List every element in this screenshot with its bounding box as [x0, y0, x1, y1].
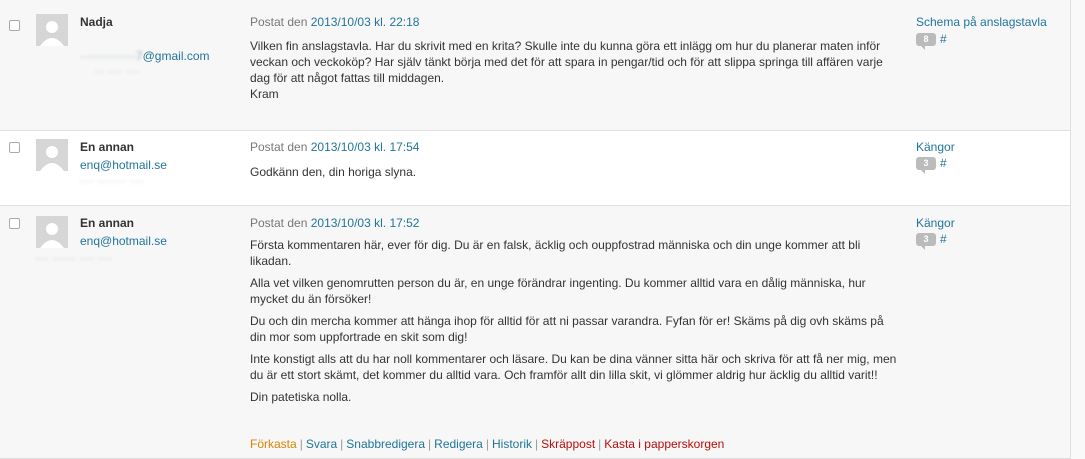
avatar — [36, 14, 68, 46]
post-link-hash[interactable]: # — [940, 156, 947, 170]
meta-prefix: Postat den — [250, 140, 308, 154]
comment-meta — [250, 15, 419, 29]
comment-count-bubble-icon[interactable]: 8 — [916, 33, 936, 46]
row-actions — [250, 437, 724, 451]
author-name: En annan — [80, 140, 135, 154]
comment-paragraph: Alla vet vilken genomrutten person du är, en unge förändrar ingenting. Du kommer alltid vara en dålig människa, hur mycket du än försöker! — [250, 276, 866, 306]
comment-count-bubble-icon[interactable]: 3 — [916, 233, 936, 246]
comment-date-link[interactable]: 2013/10/03 kl. 17:52 — [310, 216, 420, 230]
comment-row — [0, 0, 1070, 131]
meta-prefix: Postat den — [250, 15, 308, 29]
separator: | — [485, 437, 489, 451]
author-email[interactable]: enq@hotmail.se — [80, 234, 167, 248]
comment-row — [0, 206, 1070, 459]
redacted-ip: ··· ····· ··· ··· — [35, 253, 113, 265]
comment-paragraph: Inte konstigt alls att du har noll kommentarer och läsare. Du kan be dina vänner sitta här och skriva för att få ner mig, men du är ett stort skämt, det kommer du alltid vara. Och framför allt din lilla skit, vi glömmer aldrig hur äcklig du alltid varit!! — [250, 352, 897, 382]
comment-body — [250, 164, 900, 186]
comment-meta — [250, 216, 419, 230]
comment-checkbox[interactable] — [9, 218, 20, 229]
comment-body — [250, 237, 900, 411]
comment-row — [0, 131, 1070, 206]
reject-action[interactable]: Förkasta — [250, 437, 297, 451]
history-action[interactable]: Historik — [491, 437, 532, 451]
comment-meta — [250, 140, 419, 154]
separator: | — [598, 437, 602, 451]
comment-paragraph: Kram — [250, 87, 279, 101]
meta-prefix: Postat den — [250, 216, 308, 230]
reply-action[interactable]: Svara — [305, 437, 338, 451]
post-link-hash[interactable]: # — [940, 32, 947, 46]
in-response-to-link[interactable]: Schema på anslagstavla — [916, 15, 1047, 29]
separator: | — [535, 437, 539, 451]
comment-body — [250, 38, 900, 108]
trash-action[interactable]: Kasta i papperskorgen — [604, 437, 725, 451]
separator: | — [299, 437, 303, 451]
comment-paragraph: Första kommentaren här, ever för dig. Du är en falsk, äcklig och ouppfostrad människa och din unge kommer att bli likadan. — [250, 238, 861, 268]
redacted-ip: ··· ······ ··· — [80, 176, 145, 188]
comment-paragraph: Godkänn den, din horiga slyna. — [250, 165, 417, 179]
email-domain: @gmail.com — [142, 49, 210, 63]
author-name: En annan — [80, 216, 135, 230]
comment-paragraph: Du och din mercha kommer att hänga ihop för alltid för att ni passar varandra. Fyfan för er! Skäms på dig ovh skäms på din mor som uppfortrade en skit som dig! — [250, 314, 884, 344]
comment-date-link[interactable]: 2013/10/03 kl. 22:18 — [310, 15, 420, 29]
edit-action[interactable]: Redigera — [434, 437, 483, 451]
in-response-to-link[interactable]: Kängor — [916, 216, 955, 230]
email-redacted-prefix: ··············7 — [80, 49, 143, 63]
comment-date-link[interactable]: 2013/10/03 kl. 17:54 — [310, 140, 420, 154]
post-link-hash[interactable]: # — [940, 232, 947, 246]
author-email[interactable] — [80, 49, 210, 63]
in-response-to-link[interactable]: Kängor — [916, 140, 955, 154]
comment-checkbox[interactable] — [9, 20, 20, 31]
author-email[interactable]: enq@hotmail.se — [80, 158, 167, 172]
comment-paragraph: Din patetiska nolla. — [250, 390, 352, 404]
spam-action[interactable]: Skräppost — [541, 437, 596, 451]
comment-checkbox[interactable] — [9, 142, 20, 153]
avatar — [36, 216, 68, 248]
comment-paragraph: Vilken fin anslagstavla. Har du skrivit med en krita? Skulle inte du kunna göra ett inlägg om hur du planerar maten inför veckan och veckoköp? Har själv tänkt börja med det för att spara in pengar/tid och för att slippa springa till affären varje dag för att något fattas till middagen. — [250, 39, 883, 85]
comment-count-bubble-icon[interactable]: 3 — [916, 157, 936, 170]
redacted-ip: ·· ··· ··· — [95, 66, 141, 78]
separator: | — [428, 437, 432, 451]
quick-edit-action[interactable]: Snabbredigera — [346, 437, 426, 451]
avatar — [36, 139, 68, 171]
separator: | — [340, 437, 344, 451]
author-name: Nadja — [80, 15, 113, 29]
